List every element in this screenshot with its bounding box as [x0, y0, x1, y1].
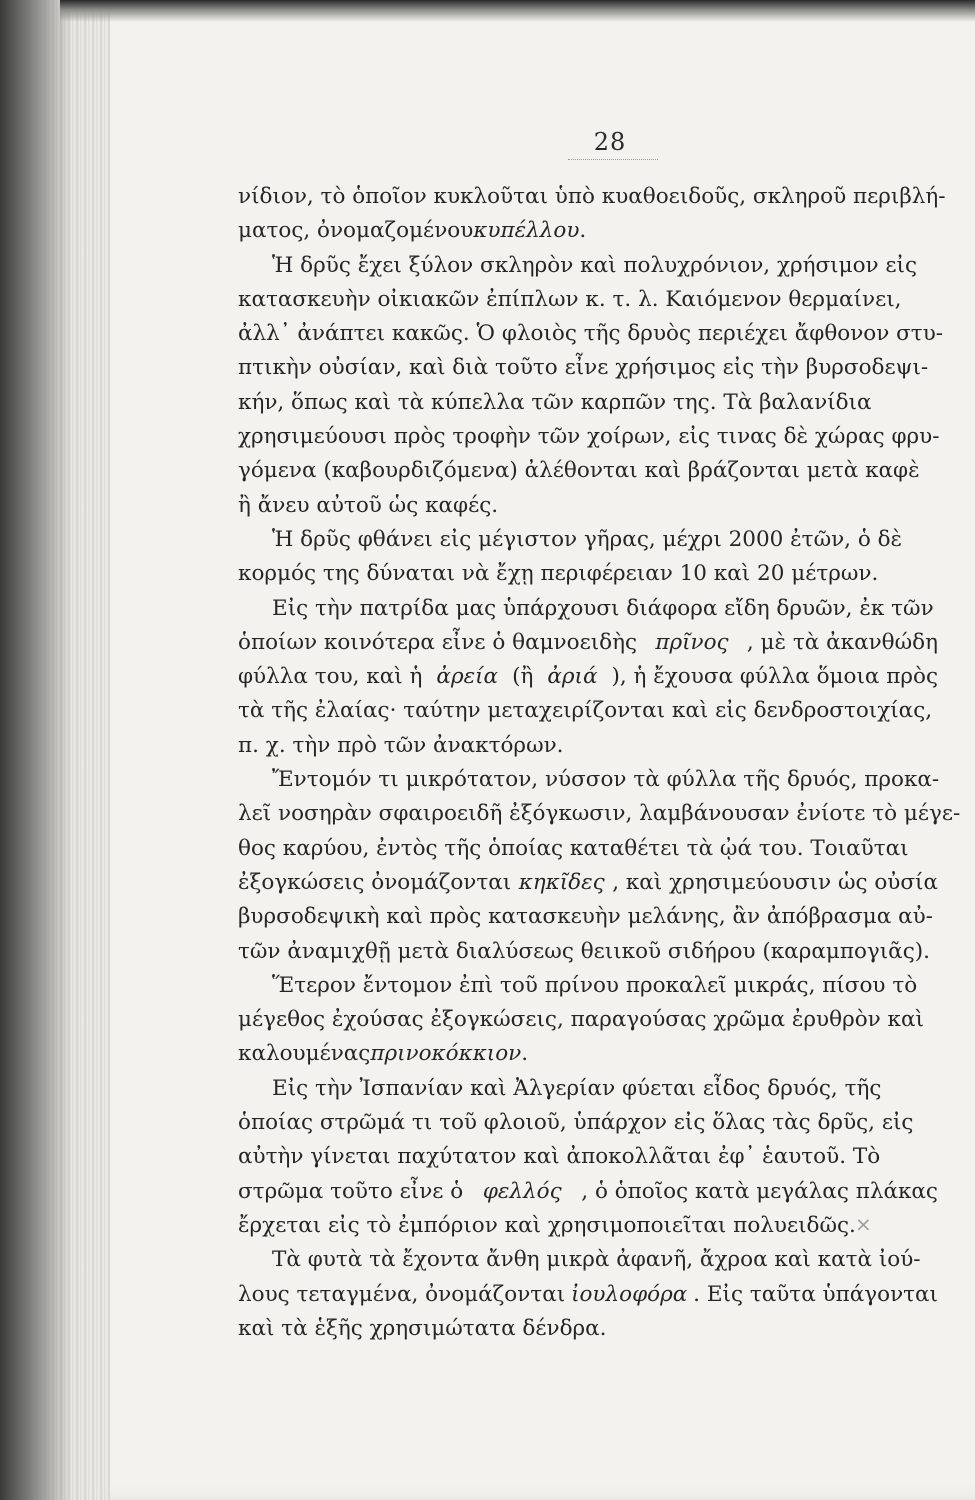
text-span: καλουμένας: [238, 1041, 371, 1067]
text-line: [238, 1003, 938, 1037]
text-line: [238, 660, 938, 694]
text-line: [238, 866, 938, 900]
text-line: [238, 797, 961, 831]
text-line: [238, 351, 938, 385]
text-span: , καὶ χρησιμεύουσιν ὡς οὐσία: [612, 869, 938, 895]
body-text: [238, 180, 961, 1346]
page-number-rule: [568, 159, 658, 160]
text-line: [238, 317, 944, 351]
text-span: κατασκευὴν οἰκιακῶν ἐπίπλων κ. τ. λ. Καιόμενον θερμαίνει,: [238, 286, 902, 312]
text-span: , ὁ ὁποῖος κατὰ μεγάλας πλάκας: [581, 1178, 938, 1204]
text-span: λους τεταγμένα, ὀνομάζονται: [238, 1281, 566, 1307]
text-line: [238, 489, 938, 523]
text-span: θος καρύου, ἐντὸς τῆς ὁποίας καταθέτει τὰ ᾠά του. Τοιαῦται: [238, 835, 909, 861]
text-span: ὁποίας στρῶμά τι τοῦ φλοιοῦ, ὑπάρχον εἰς ὅλας τὰς δρῦς, εἰς: [238, 1110, 914, 1136]
text-span: Ἔντομόν τι μικρότατον, νύσσον τὰ φύλλα τῆς δρυός, προκα-: [272, 767, 940, 793]
text-line: [238, 1072, 938, 1106]
text-line: [238, 1175, 938, 1209]
text-span: ὁποίων κοινότερα εἶνε ὁ θαμνοειδὴς: [238, 629, 638, 655]
text-line: [238, 523, 938, 557]
text-span: βυρσοδεψικὴ καὶ πρὸς κατασκευὴν μελάνης, ἂν ἀπόβρασμα αὐ-: [238, 904, 933, 930]
text-span: Ἕτερον ἔντομον ἐπὶ τοῦ πρίνου προκαλεῖ μικράς, πίσου τὸ: [272, 972, 918, 998]
text-line: [238, 1209, 938, 1243]
text-line: [238, 249, 938, 283]
italic-term: πρῖνος: [655, 629, 729, 655]
text-span: Εἰς τὴν Ἰσπανίαν καὶ Ἀλγερίαν φύεται εἶδος δρυός, τῆς: [272, 1075, 882, 1101]
text-span: ), ἡ ἔχουσα φύλλα ὅμοια πρὸς: [611, 664, 938, 690]
text-line: [238, 1106, 938, 1140]
text-line: [238, 214, 938, 248]
text-span: τῶν ἀναμιχθῇ μετὰ διαλύσεως θειικοῦ σιδήρου (καραμπογιᾶς).: [238, 938, 930, 964]
text-span: τὰ τῆς ἐλαίας· ταύτην μεταχειρίζονται καὶ εἰς δενδροστοιχίας,: [238, 698, 933, 724]
text-span: γόμενα (καβουρδιζόμενα) ἀλέθονται καὶ βράζονται μετὰ καφὲ: [238, 458, 920, 484]
italic-term: ἀριά: [547, 664, 598, 690]
text-span: νίδιον, τὸ ὁποῖον κυκλοῦται ὑπὸ κυαθοειδοῦς, σκληροῦ περιβλή-: [238, 184, 946, 209]
text-line: [238, 592, 938, 626]
text-span: χρησιμεύουσι πρὸς τροφὴν τῶν χοίρων, εἰς τινας δὲ χώρας φρυ-: [238, 424, 940, 450]
text-span: κορμός της δύναται νὰ ἔχῃ περιφέρειαν 10 καὶ 20 μέτρων.: [238, 561, 879, 587]
text-span: , μὲ τὰ ἀκανθώδη: [746, 629, 938, 655]
text-span: (ἢ: [512, 664, 534, 690]
italic-term: ἀρεία: [436, 664, 499, 690]
text-span: πτικὴν οὐσίαν, καὶ διὰ τοῦτο εἶνε χρήσιμος εἰς τὴν βυρσοδεψι-: [238, 355, 929, 381]
text-span: Ἡ δρῦς φθάνει εἰς μέγιστον γῆρας, μέχρι 2000 ἐτῶν, ὁ δὲ: [272, 526, 903, 552]
text-line: [238, 729, 938, 763]
text-line: [238, 900, 938, 934]
text-span: αὐτὴν γίνεται παχύτατον καὶ ἀποκολλᾶται ἐφ᾽ ἑαυτοῦ. Τὸ: [238, 1144, 881, 1170]
page-binding-shadow: [0, 0, 70, 1500]
text-span: . Εἰς ταῦτα ὑπάγονται: [693, 1281, 938, 1307]
text-span: Ἡ δρῦς ἔχει ξύλον σκληρὸν καὶ πολυχρόνιον, χρήσιμον εἰς: [272, 252, 918, 278]
italic-term: κηκῖδες: [518, 869, 605, 895]
text-line: [238, 1243, 938, 1277]
text-span: καὶ τὰ ἑξῆς χρησιμώτατα δένδρα.: [238, 1315, 607, 1341]
text-line: [238, 763, 938, 797]
text-span: ἔρχεται εἰς τὸ ἐμπόριον καὶ χρησιμοποιεῖται πολυειδῶς.: [238, 1212, 856, 1238]
text-line: [238, 1037, 938, 1071]
pencil-margin-mark: ×: [855, 1212, 872, 1236]
text-line: [238, 1278, 938, 1312]
text-span: λεῖ νοσηρὰν σφαιροειδῆ ἐξόγκωσιν, λαμβάνουσαν ἐνίοτε τὸ μέγε-: [238, 801, 961, 827]
text-line: [238, 935, 938, 969]
text-line: [238, 1140, 938, 1174]
text-span: ἐξογκώσεις ὀνομάζονται: [238, 869, 512, 895]
text-line: [238, 420, 938, 454]
text-span: ματος, ὀνομαζομένου: [238, 218, 474, 244]
text-span: φύλλα του, καὶ ἡ: [238, 664, 423, 690]
text-line: [238, 180, 946, 214]
text-span: στρῶμα τοῦτο εἶνε ὁ: [238, 1178, 464, 1204]
text-line: [238, 1312, 938, 1346]
text-line: [238, 557, 938, 591]
text-line: [238, 969, 938, 1003]
text-line: [238, 454, 938, 488]
text-span: Τὰ φυτὰ τὰ ἔχοντα ἄνθη μικρὰ ἀφανῆ, ἄχροα καὶ κατὰ ἰού-: [272, 1247, 921, 1273]
italic-term: πρινοκόκκιον: [370, 1041, 522, 1067]
page-top-shadow: [60, 0, 975, 22]
italic-term: ἰουλοφόρα: [571, 1281, 688, 1307]
text-span: Εἰς τὴν πατρίδα μας ὑπάρχουσι διάφορα εἴδη δρυῶν, ἐκ τῶν: [272, 595, 934, 621]
italic-term: κυπέλλου: [473, 218, 580, 244]
text-span: ἀλλ᾽ ἀνάπτει κακῶς. Ὁ φλοιὸς τῆς δρυὸς περιέχει ἄφθονον στυ-: [238, 321, 944, 347]
text-line: [238, 626, 938, 660]
text-line: [238, 283, 938, 317]
text-line: [238, 832, 938, 866]
italic-term: φελλός: [482, 1178, 562, 1204]
text-span: μέγεθος ἐχούσας ἐξογκώσεις, παραγούσας χρῶμα ἐρυθρὸν καὶ: [238, 1007, 924, 1033]
text-line: [238, 386, 938, 420]
page-number: 28: [593, 128, 627, 156]
text-span: ἢ ἄνευ αὐτοῦ ὡς καφές.: [238, 492, 499, 518]
text-span: .: [579, 218, 587, 244]
text-span: κήν, ὅπως καὶ τὰ κύπελλα τῶν καρπῶν της. Τὰ βαλανίδια: [238, 389, 872, 415]
text-line: [238, 694, 938, 728]
text-span: π. χ. τὴν πρὸ τῶν ἀνακτόρων.: [238, 732, 564, 758]
text-span: .: [521, 1041, 529, 1067]
